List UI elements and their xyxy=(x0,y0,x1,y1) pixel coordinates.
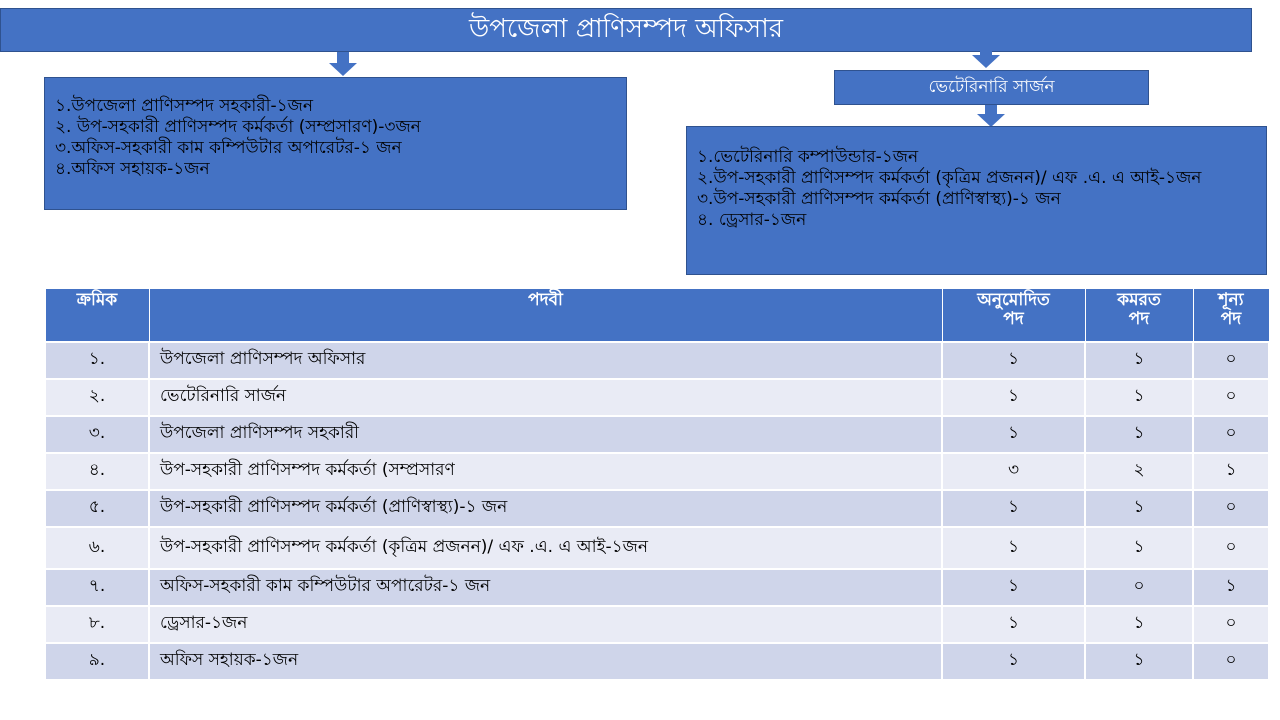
cell-approved: ১ xyxy=(942,569,1085,606)
cell-vacant: ০ xyxy=(1193,606,1269,643)
left-list-item: ১.উপজেলা প্রাণিসম্পদ সহকারী-১জন xyxy=(55,96,314,116)
cell-designation: অফিস সহায়ক-১জন xyxy=(149,643,942,680)
cell-working: ১ xyxy=(1085,643,1193,680)
cell-working: ০ xyxy=(1085,569,1193,606)
header-designation: পদবী xyxy=(149,289,942,342)
cell-working: ১ xyxy=(1085,490,1193,527)
veterinary-surgeon-box xyxy=(834,70,1149,105)
table-row xyxy=(45,569,1269,606)
cell-approved: ১ xyxy=(942,490,1085,527)
table-row xyxy=(45,342,1269,379)
table-header-row xyxy=(45,289,1269,342)
header-vacant: শূন্য পদ xyxy=(1193,289,1269,342)
cell-working: ২ xyxy=(1085,453,1193,490)
cell-designation: ড্রেসার-১জন xyxy=(149,606,942,643)
cell-approved: ১ xyxy=(942,527,1085,569)
left-staff-list xyxy=(44,77,627,210)
right-staff-list xyxy=(686,126,1267,275)
table-row xyxy=(45,416,1269,453)
cell-designation: উপ-সহকারী প্রাণিসম্পদ কর্মকর্তা (সম্প্রসারণ xyxy=(149,453,942,490)
left-list-item: ৩.অফিস-সহকারী কাম কম্পিউটার অপারেটর-১ জন xyxy=(55,138,402,158)
right-list-item: ৩.উপ-সহকারী প্রাণিসম্পদ কর্মকর্তা (প্রাণিস্বাস্থ্য)-১ জন xyxy=(697,189,1061,209)
cell-serial: ৯. xyxy=(45,643,149,680)
cell-serial: ৮. xyxy=(45,606,149,643)
cell-vacant: ০ xyxy=(1193,490,1269,527)
cell-working: ১ xyxy=(1085,379,1193,416)
cell-designation: উপজেলা প্রাণিসম্পদ অফিসার xyxy=(149,342,942,379)
cell-vacant: ০ xyxy=(1193,342,1269,379)
right-list-item: ২.উপ-সহকারী প্রাণিসম্পদ কর্মকর্তা (কৃত্রিম প্রজনন)/ এফ .এ. এ আই-১জন xyxy=(697,168,1202,188)
cell-vacant: ০ xyxy=(1193,416,1269,453)
cell-vacant: ০ xyxy=(1193,643,1269,680)
left-list-item: ৪.অফিস সহায়ক-১জন xyxy=(55,159,210,179)
table-row xyxy=(45,490,1269,527)
cell-approved: ৩ xyxy=(942,453,1085,490)
arrow-down-left xyxy=(329,52,357,76)
cell-approved: ১ xyxy=(942,643,1085,680)
cell-serial: ১. xyxy=(45,342,149,379)
table-row xyxy=(45,453,1269,490)
table-row xyxy=(45,606,1269,643)
cell-approved: ১ xyxy=(942,342,1085,379)
left-list-item: ২. উপ-সহকারী প্রাণিসম্পদ কর্মকর্তা (সম্প্রসারণ)-৩জন xyxy=(55,117,421,137)
table-row xyxy=(45,527,1269,569)
cell-serial: ৩. xyxy=(45,416,149,453)
arrow-down-right-bottom xyxy=(977,103,1005,127)
cell-serial: ৫. xyxy=(45,490,149,527)
cell-serial: ৬. xyxy=(45,527,149,569)
cell-working: ১ xyxy=(1085,527,1193,569)
cell-designation: অফিস-সহকারী কাম কম্পিউটার অপারেটর-১ জন xyxy=(149,569,942,606)
title-box xyxy=(0,8,1252,52)
cell-serial: ২. xyxy=(45,379,149,416)
arrow-down-right-top xyxy=(972,44,1000,68)
cell-designation: ভেটেরিনারি সার্জন xyxy=(149,379,942,416)
header-serial: ক্রমিক xyxy=(45,289,149,342)
cell-vacant: ০ xyxy=(1193,379,1269,416)
cell-vacant: ১ xyxy=(1193,569,1269,606)
table-row xyxy=(45,643,1269,680)
right-list-item: ৪. ড্রেসার-১জন xyxy=(697,210,807,230)
cell-approved: ১ xyxy=(942,606,1085,643)
table-row xyxy=(45,379,1269,416)
staff-table xyxy=(44,288,1270,681)
cell-serial: ৭. xyxy=(45,569,149,606)
cell-vacant: ১ xyxy=(1193,453,1269,490)
header-working: কমরত পদ xyxy=(1085,289,1193,342)
cell-vacant: ০ xyxy=(1193,527,1269,569)
cell-working: ১ xyxy=(1085,342,1193,379)
cell-approved: ১ xyxy=(942,379,1085,416)
cell-approved: ১ xyxy=(942,416,1085,453)
cell-working: ১ xyxy=(1085,416,1193,453)
cell-designation: উপ-সহকারী প্রাণিসম্পদ কর্মকর্তা (কৃত্রিম প্রজনন)/ এফ .এ. এ আই-১জন xyxy=(149,527,942,569)
cell-designation: উপজেলা প্রাণিসম্পদ সহকারী xyxy=(149,416,942,453)
right-list-item: ১.ভেটেরিনারি কম্পাউন্ডার-১জন xyxy=(697,147,919,167)
cell-designation: উপ-সহকারী প্রাণিসম্পদ কর্মকর্তা (প্রাণিস্বাস্থ্য)-১ জন xyxy=(149,490,942,527)
cell-working: ১ xyxy=(1085,606,1193,643)
veterinary-surgeon-label: ভেটেরিনারি সার্জন xyxy=(928,76,1055,97)
header-approved: অনুমোদিত পদ xyxy=(942,289,1085,342)
page-title: উপজেলা প্রাণিসম্পদ অফিসার xyxy=(468,14,784,44)
cell-serial: ৪. xyxy=(45,453,149,490)
